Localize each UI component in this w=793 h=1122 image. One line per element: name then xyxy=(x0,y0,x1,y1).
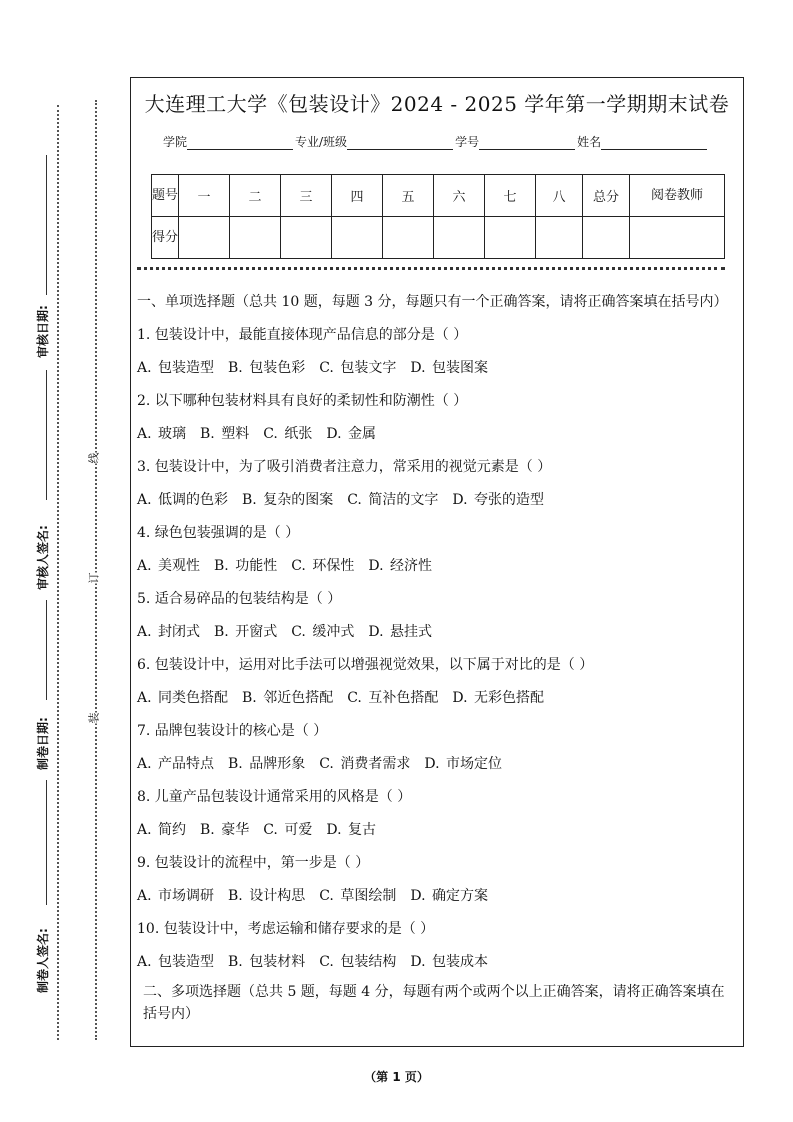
name-label: 姓名 xyxy=(577,135,602,149)
review-date-label: 审核日期: xyxy=(36,305,50,358)
question-8-options xyxy=(137,819,735,841)
score-value-row xyxy=(152,217,725,259)
score-cell[interactable] xyxy=(281,217,332,259)
option-D: D. 无彩色搭配 xyxy=(452,690,544,706)
option-A: A. 包装造型 xyxy=(137,954,215,970)
option-D: D. 市场定位 xyxy=(424,756,502,772)
question-4: 4. 绿色包装强调的是（ ） xyxy=(137,525,300,541)
dotted-separator xyxy=(137,267,725,270)
col-1: 一 xyxy=(179,175,230,217)
author-date-line xyxy=(46,600,47,700)
student-id-field[interactable] xyxy=(479,137,575,150)
option-B: B. 开窗式 xyxy=(214,624,278,640)
option-D: D. 复古 xyxy=(326,822,376,838)
option-C: C. 互补色搭配 xyxy=(347,690,439,706)
option-B: B. 品牌形象 xyxy=(228,756,306,772)
score-total-cell[interactable] xyxy=(583,217,630,259)
col-8: 八 xyxy=(536,175,583,217)
question-4-options xyxy=(137,555,735,577)
author-sign-line xyxy=(46,780,47,905)
student-id-label: 学号 xyxy=(455,135,480,149)
author-date-label: 制卷日期: xyxy=(36,717,50,770)
question-1-options xyxy=(137,357,735,379)
score-header-row xyxy=(152,175,725,217)
option-D: D. 经济性 xyxy=(368,558,432,574)
option-C: C. 包装文字 xyxy=(319,360,397,376)
inner-dotted-line xyxy=(95,100,97,1040)
question-3: 3. 包装设计中，为了吸引消费者注意力，常采用的视觉元素是（ ） xyxy=(137,459,552,475)
score-header: 得分 xyxy=(152,217,179,259)
exam-frame xyxy=(130,77,744,1047)
question-5-options xyxy=(137,621,735,643)
question-9: 9. 包装设计的流程中，第一步是（ ） xyxy=(137,855,370,871)
option-B: B. 功能性 xyxy=(214,558,278,574)
question-6-options xyxy=(137,687,735,709)
option-D: D. 确定方案 xyxy=(410,888,488,904)
student-info-row xyxy=(163,133,709,150)
option-A: A. 玻璃 xyxy=(137,426,187,442)
question-9-options xyxy=(137,885,735,907)
option-C: C. 草图绘制 xyxy=(319,888,397,904)
option-B: B. 豪华 xyxy=(200,822,250,838)
question-10: 10. 包装设计中，考虑运输和储存要求的是（ ） xyxy=(137,921,435,937)
question-list xyxy=(137,324,735,973)
option-B: B. 复杂的图案 xyxy=(242,492,334,508)
college-label: 学院 xyxy=(163,135,188,149)
grader-header: 阅卷教师 xyxy=(630,175,725,217)
question-7: 7. 品牌包装设计的核心是（ ） xyxy=(137,723,328,739)
score-cell[interactable] xyxy=(332,217,383,259)
major-field[interactable] xyxy=(347,137,453,150)
option-B: B. 包装材料 xyxy=(228,954,306,970)
major-label: 专业/班级 xyxy=(295,135,348,149)
binding-line-char: 线 xyxy=(84,453,104,464)
question-3-options xyxy=(137,489,735,511)
option-D: D. 夸张的造型 xyxy=(452,492,544,508)
section1-heading: 一、单项选择题（总共 10 题，每题 3 分，每题只有一个正确答案，请将正确答案填在括号内） xyxy=(137,294,728,310)
option-D: D. 包装图案 xyxy=(410,360,488,376)
col-6: 六 xyxy=(434,175,485,217)
reviewer-sign-line xyxy=(46,370,47,500)
binding-fold-char: 装 xyxy=(84,713,104,724)
exam-content xyxy=(137,291,735,1025)
reviewer-sign-label: 审核人签名: xyxy=(36,525,50,590)
page-number: （第 1 页） xyxy=(364,1070,429,1084)
exam-title: 大连理工大学《包装设计》2024 - 2025 学年第一学期期末试卷 xyxy=(144,92,730,116)
question-10-options xyxy=(137,951,735,973)
option-C: C. 消费者需求 xyxy=(319,756,411,772)
question-8: 8. 儿童产品包装设计通常采用的风格是（ ） xyxy=(137,789,412,805)
question-6: 6. 包装设计中，运用对比手法可以增强视觉效果，以下属于对比的是（ ） xyxy=(137,657,594,673)
option-B: B. 包装色彩 xyxy=(228,360,306,376)
option-D: D. 悬挂式 xyxy=(368,624,432,640)
col-2: 二 xyxy=(230,175,281,217)
col-7: 七 xyxy=(485,175,536,217)
col-5: 五 xyxy=(383,175,434,217)
question-2: 2. 以下哪种包装材料具有良好的柔韧性和防潮性（ ） xyxy=(137,393,468,409)
question-number-header: 题号 xyxy=(152,175,179,217)
binding-staple-char: 订 xyxy=(84,573,104,584)
option-A: A. 同类色搭配 xyxy=(137,690,229,706)
option-C: C. 纸张 xyxy=(263,426,313,442)
score-cell[interactable] xyxy=(434,217,485,259)
score-cell[interactable] xyxy=(179,217,230,259)
option-D: D. 金属 xyxy=(326,426,376,442)
option-A: A. 产品特点 xyxy=(137,756,215,772)
col-3: 三 xyxy=(281,175,332,217)
option-B: B. 设计构思 xyxy=(228,888,306,904)
grader-cell[interactable] xyxy=(630,217,725,259)
option-C: C. 环保性 xyxy=(291,558,355,574)
option-A: A. 包装造型 xyxy=(137,360,215,376)
section2-heading: 二、多项选择题（总共 5 题，每题 4 分，每题有两个或两个以上正确答案，请将正确答案填在括号内） xyxy=(143,984,725,1022)
option-C: C. 缓冲式 xyxy=(291,624,355,640)
score-table xyxy=(151,174,725,259)
name-field[interactable] xyxy=(601,137,707,150)
option-A: A. 低调的色彩 xyxy=(137,492,229,508)
college-field[interactable] xyxy=(187,137,293,150)
question-2-options xyxy=(137,423,735,445)
option-B: B. 邻近色搭配 xyxy=(242,690,334,706)
option-C: C. 简洁的文字 xyxy=(347,492,439,508)
question-5: 5. 适合易碎品的包装结构是（ ） xyxy=(137,591,342,607)
option-A: A. 简约 xyxy=(137,822,187,838)
option-A: A. 封闭式 xyxy=(137,624,201,640)
option-C: C. 可爱 xyxy=(263,822,313,838)
score-cell[interactable] xyxy=(536,217,583,259)
option-A: A. 市场调研 xyxy=(137,888,215,904)
question-1: 1. 包装设计中，最能直接体现产品信息的部分是（ ） xyxy=(137,327,468,343)
option-C: C. 包装结构 xyxy=(319,954,397,970)
score-cell[interactable] xyxy=(383,217,434,259)
review-date-line xyxy=(46,155,47,295)
score-cell[interactable] xyxy=(485,217,536,259)
option-A: A. 美观性 xyxy=(137,558,201,574)
option-B: B. 塑料 xyxy=(200,426,250,442)
outer-dotted-line xyxy=(57,105,59,1040)
author-sign-label: 制卷人签名: xyxy=(36,928,50,993)
score-cell[interactable] xyxy=(230,217,281,259)
col-4: 四 xyxy=(332,175,383,217)
question-7-options xyxy=(137,753,735,775)
col-total: 总分 xyxy=(583,175,630,217)
option-D: D. 包装成本 xyxy=(410,954,488,970)
